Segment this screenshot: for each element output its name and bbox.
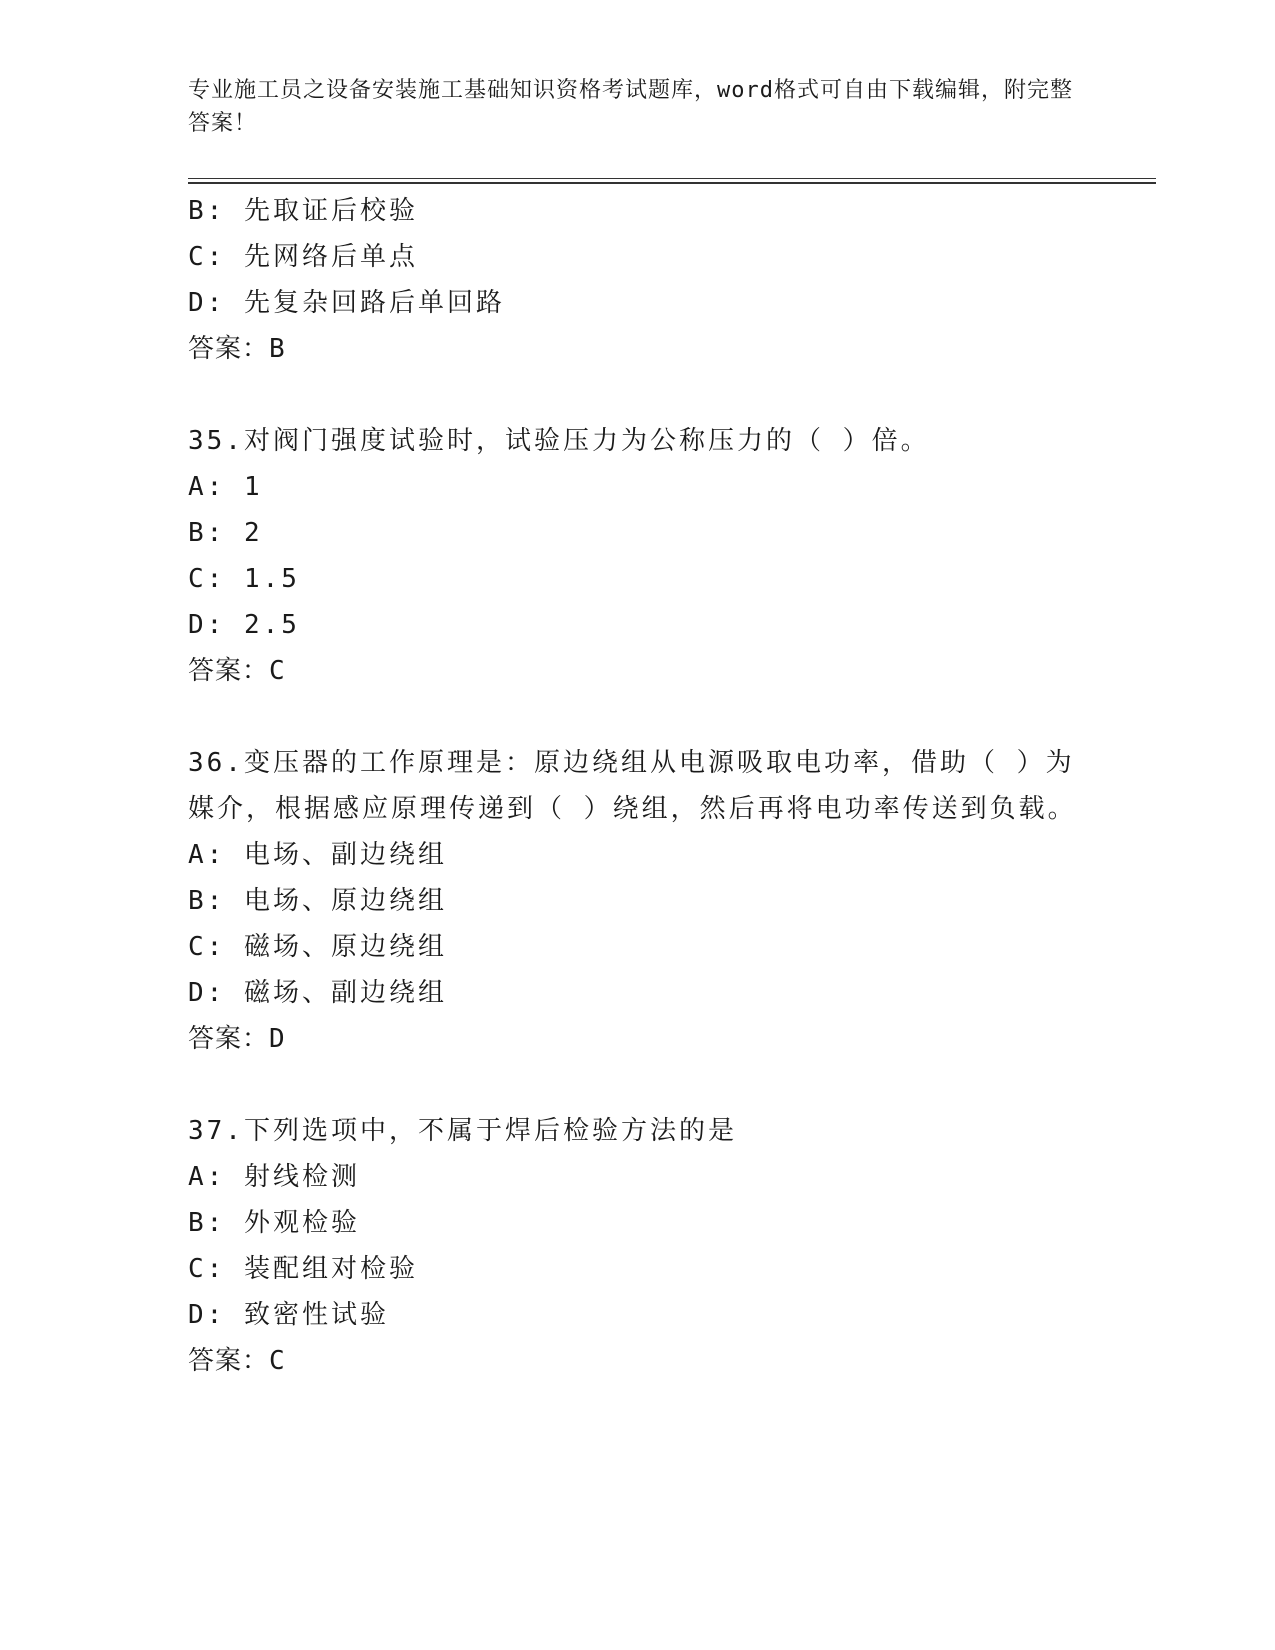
question-37 [188,1108,1088,1384]
header-divider-thin [188,178,1156,179]
option-c: C: 磁场、原边绕组 [188,932,447,962]
option-d: D: 先复杂回路后单回路 [188,288,505,318]
answer-line: 答案：B [188,334,286,364]
question-35 [188,418,1088,694]
option-c: C: 先网络后单点 [188,242,418,272]
option-b: B: 电场、原边绕组 [188,886,447,916]
answer-line: 答案：C [188,656,286,686]
option-a: A: 1 [188,472,263,502]
spacer [188,694,1088,740]
option-d: D: 磁场、副边绕组 [188,978,447,1008]
option-c: C: 1.5 [188,564,300,594]
option-d: D: 2.5 [188,610,300,640]
option-b: B: 2 [188,518,263,548]
option-a: A: 电场、副边绕组 [188,840,447,870]
header-divider-thick [188,182,1156,184]
option-b: B: 外观检验 [188,1208,360,1238]
answer-line: 答案：D [188,1024,286,1054]
question-list [188,188,1088,1384]
question-stem: 37.下列选项中，不属于焊后检验方法的是 [188,1116,737,1146]
question-stem: 36.变压器的工作原理是：原边绕组从电源吸取电功率，借助（ ）为媒介，根据感应原理传递到（ ）绕组，然后再将电功率传送到负载。 [188,748,1077,824]
option-d: D: 致密性试验 [188,1300,389,1330]
spacer [188,1062,1088,1108]
spacer [188,372,1088,418]
option-a: A: 射线检测 [188,1162,360,1192]
question-continuation [188,188,1088,372]
option-c: C: 装配组对检验 [188,1254,418,1284]
document-header: 专业施工员之设备安装施工基础知识资格考试题库，word格式可自由下载编辑，附完整答案！ [188,78,1073,136]
question-36 [188,740,1088,1062]
option-b: B: 先取证后校验 [188,196,418,226]
answer-line: 答案：C [188,1346,286,1376]
question-stem: 35.对阀门强度试验时，试验压力为公称压力的（ ）倍。 [188,426,930,456]
